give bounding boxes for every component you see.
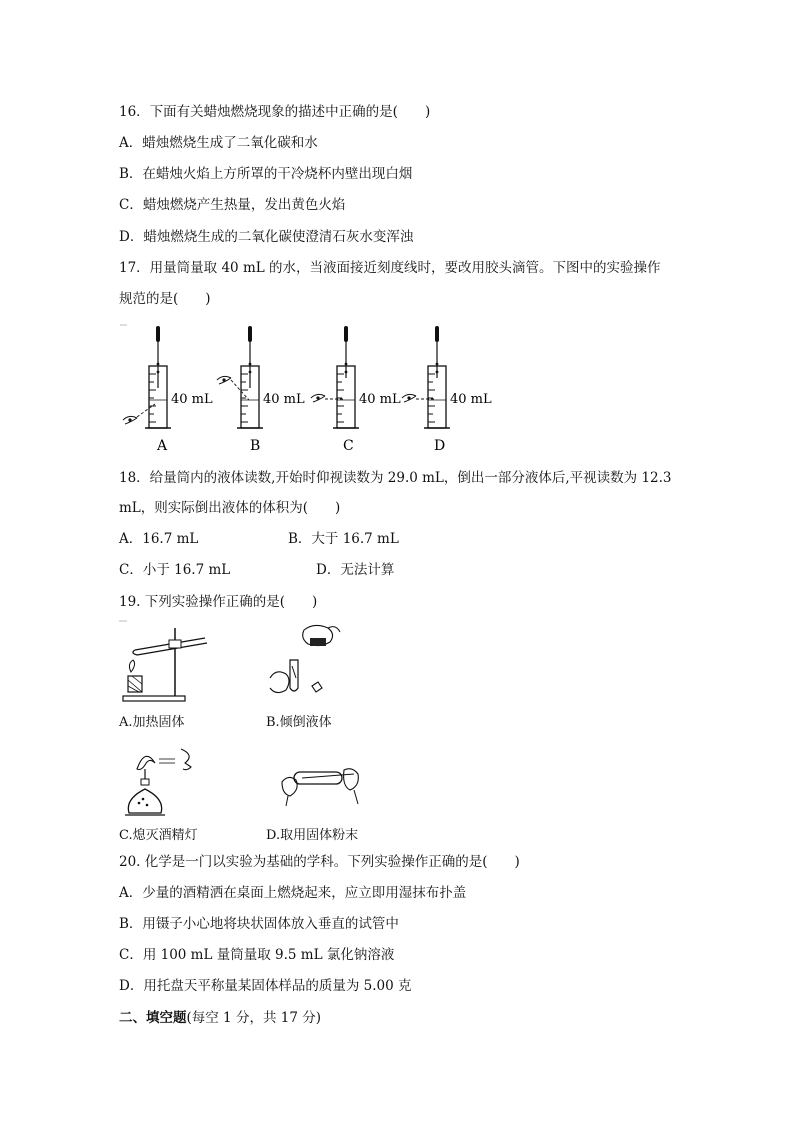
q17-stem-line2: 规范的是( )	[119, 291, 211, 307]
solid-powder-illustration	[278, 760, 368, 810]
q18-option-c: C．小于 16.7 mL	[119, 562, 231, 578]
q16-option-a: A．蜡烛燃烧生成了二氧化碳和水	[119, 135, 318, 151]
option-label-b: B	[250, 438, 261, 454]
q17-figure	[115, 318, 515, 458]
cylinder-b	[217, 326, 263, 428]
cylinder-a	[123, 326, 171, 428]
extinguish-lamp-illustration	[115, 743, 215, 825]
q19-caption-d: D.取用固体粉末	[266, 828, 359, 843]
q16-stem: 16．下面有关蜡烛燃烧现象的描述中正确的是( )	[119, 104, 431, 120]
q16-option-c: C．蜡烛燃烧产生热量，发出黄色火焰	[119, 197, 346, 213]
pouring-liquid-illustration	[262, 620, 352, 706]
cylinder-c	[311, 326, 359, 428]
heating-solid-illustration	[115, 620, 215, 706]
cylinder-d-volume-label: 40 mL	[450, 392, 492, 407]
q20-option-a: A．少量的酒精洒在桌面上燃烧起来，应立即用湿抹布扑盖	[119, 885, 467, 901]
option-label-c: C	[343, 438, 354, 454]
q20-option-d: D．用托盘天平称量某固体样品的质量为 5.00 克	[119, 978, 412, 994]
q18-stem-line2: mL，则实际倒出液体的体积为( )	[119, 500, 341, 516]
q18-option-d: D．无法计算	[316, 562, 395, 578]
cylinder-a-volume-label: 40 mL	[171, 392, 213, 407]
q19-caption-c: C.熄灭酒精灯	[119, 828, 198, 843]
q17-stem-line1: 17．用量筒量取 40 mL 的水，当液面接近刻度线时，要改用胶头滴管。下图中的实验操作	[119, 260, 661, 276]
q20-stem: 20. 化学是一门以实验为基础的学科。下列实验操作正确的是( )	[119, 854, 520, 870]
q16-option-d: D．蜡烛燃烧生成的二氧化碳使澄清石灰水变浑浊	[119, 229, 414, 245]
section-note: (每空 1 分，共 17 分)	[186, 1010, 321, 1026]
option-label-a: A	[157, 438, 168, 454]
option-label-d: D	[434, 438, 446, 454]
q19-stem: 19. 下列实验操作正确的是( )	[119, 594, 318, 610]
cylinder-d	[402, 326, 450, 428]
section-heading	[119, 1009, 321, 1027]
q20-option-c: C．用 100 mL 量筒量取 9.5 mL 氯化钠溶液	[119, 947, 395, 963]
q19-caption-b: B.倾倒液体	[266, 715, 332, 730]
cylinder-b-volume-label: 40 mL	[263, 392, 305, 407]
q16-option-b: B．在蜡烛火焰上方所罩的干冷烧杯内壁出现白烟	[119, 166, 413, 182]
q18-option-b: B．大于 16.7 mL	[288, 531, 399, 547]
section-title: 二、填空题	[119, 1010, 187, 1026]
q20-option-b: B．用镊子小心地将块状固体放入垂直的试管中	[119, 916, 399, 932]
q19-caption-a: A.加热固体	[119, 715, 185, 730]
q18-option-a: A．16.7 mL	[119, 531, 199, 547]
q18-stem-line1: 18．给量筒内的液体读数,开始时仰视读数为 29.0 mL，倒出一部分液体后,平视读数为 12.3	[119, 470, 672, 486]
cylinder-c-volume-label: 40 mL	[359, 392, 401, 407]
